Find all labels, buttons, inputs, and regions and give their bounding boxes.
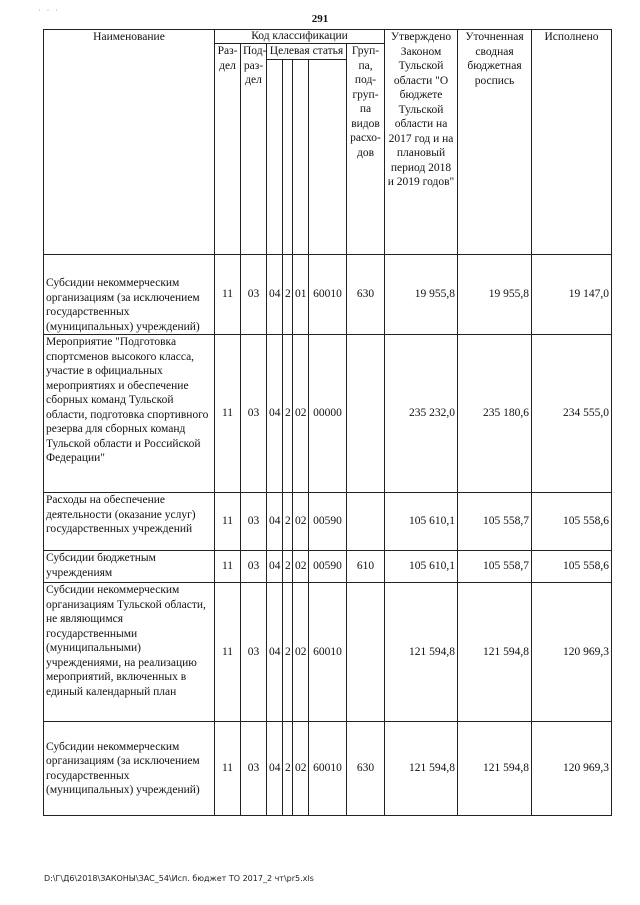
row-refined: 121 594,8 bbox=[458, 583, 532, 722]
row-approved: 19 955,8 bbox=[385, 255, 458, 335]
table-row bbox=[44, 255, 612, 335]
row-article-3: 02 bbox=[293, 722, 309, 816]
row-article-2: 2 bbox=[283, 551, 293, 583]
row-refined: 105 558,7 bbox=[458, 551, 532, 583]
row-refined: 235 180,6 bbox=[458, 335, 532, 493]
row-razdel: 11 bbox=[215, 551, 241, 583]
row-refined: 121 594,8 bbox=[458, 722, 532, 816]
row-name: Субсидии некоммерческим организациям (за исключением государственных (муниципальных) учреждений) bbox=[44, 722, 215, 816]
budget-table bbox=[43, 29, 612, 816]
row-podrazdel: 03 bbox=[241, 722, 267, 816]
row-article-2: 2 bbox=[283, 722, 293, 816]
row-approved: 121 594,8 bbox=[385, 722, 458, 816]
row-approved: 105 610,1 bbox=[385, 551, 458, 583]
row-article-1: 04 bbox=[267, 335, 283, 493]
table-row bbox=[44, 583, 612, 722]
row-article-2: 2 bbox=[283, 493, 293, 551]
row-name: Субсидии бюджетным учреждениям bbox=[44, 551, 215, 583]
row-executed: 234 555,0 bbox=[532, 335, 612, 493]
row-refined: 105 558,7 bbox=[458, 493, 532, 551]
row-article-3: 02 bbox=[293, 493, 309, 551]
header-approved: Утверждено Законом Тульской области "О бюджете Тульской области на 2017 год и на плановый период 2018 и 2019 годов" bbox=[385, 30, 458, 255]
header-row-1 bbox=[44, 30, 612, 44]
page-number: 291 bbox=[311, 13, 329, 25]
table-row bbox=[44, 493, 612, 551]
header-group: Груп-па, под-груп-па видов расхо-дов bbox=[347, 44, 385, 255]
scan-artifact: · · · bbox=[38, 6, 60, 15]
row-article-4: 00590 bbox=[309, 493, 347, 551]
header-podrazdel: Под-раз-дел bbox=[241, 44, 267, 255]
header-razdel: Раз-дел bbox=[215, 44, 241, 255]
row-executed: 19 147,0 bbox=[532, 255, 612, 335]
row-group: 630 bbox=[347, 255, 385, 335]
row-approved: 235 232,0 bbox=[385, 335, 458, 493]
row-podrazdel: 03 bbox=[241, 335, 267, 493]
row-name: Расходы на обеспечение деятельности (оказание услуг) государственных учреждений bbox=[44, 493, 215, 551]
row-article-4: 60010 bbox=[309, 583, 347, 722]
row-executed: 105 558,6 bbox=[532, 551, 612, 583]
header-refined: Уточненная сводная бюджетная роспись bbox=[458, 30, 532, 255]
row-group: 630 bbox=[347, 722, 385, 816]
row-article-1: 04 bbox=[267, 493, 283, 551]
row-podrazdel: 03 bbox=[241, 255, 267, 335]
row-article-1: 04 bbox=[267, 255, 283, 335]
row-razdel: 11 bbox=[215, 335, 241, 493]
row-article-3: 02 bbox=[293, 335, 309, 493]
row-group: 610 bbox=[347, 551, 385, 583]
row-article-4: 00000 bbox=[309, 335, 347, 493]
row-approved: 121 594,8 bbox=[385, 583, 458, 722]
row-article-3: 01 bbox=[293, 255, 309, 335]
footer-file-path: D:\Г\Д6\2018\ЗАКОНЫ\ЗАС_54\Исп. бюджет ТО 2017_2 чт\pr5.xls bbox=[44, 874, 314, 883]
row-article-2: 2 bbox=[283, 583, 293, 722]
row-article-1: 04 bbox=[267, 551, 283, 583]
table-row bbox=[44, 551, 612, 583]
row-razdel: 11 bbox=[215, 583, 241, 722]
row-article-4: 60010 bbox=[309, 255, 347, 335]
row-executed: 120 969,3 bbox=[532, 583, 612, 722]
row-executed: 120 969,3 bbox=[532, 722, 612, 816]
row-article-2: 2 bbox=[283, 255, 293, 335]
row-razdel: 11 bbox=[215, 255, 241, 335]
row-approved: 105 610,1 bbox=[385, 493, 458, 551]
row-group bbox=[347, 335, 385, 493]
table-row bbox=[44, 335, 612, 493]
row-podrazdel: 03 bbox=[241, 583, 267, 722]
row-name: Субсидии некоммерческим организациям (за исключением государственных (муниципальных) учреждений) bbox=[44, 255, 215, 335]
row-article-3: 02 bbox=[293, 551, 309, 583]
header-classification: Код классификации bbox=[215, 30, 385, 44]
row-razdel: 11 bbox=[215, 493, 241, 551]
header-name: Наименование bbox=[44, 30, 215, 255]
row-refined: 19 955,8 bbox=[458, 255, 532, 335]
row-article-4: 00590 bbox=[309, 551, 347, 583]
row-podrazdel: 03 bbox=[241, 551, 267, 583]
row-razdel: 11 bbox=[215, 722, 241, 816]
row-article-2: 2 bbox=[283, 335, 293, 493]
header-executed: Исполнено bbox=[532, 30, 612, 255]
header-target-article: Целевая статья bbox=[267, 44, 347, 60]
row-article-1: 04 bbox=[267, 722, 283, 816]
table-row bbox=[44, 722, 612, 816]
row-executed: 105 558,6 bbox=[532, 493, 612, 551]
row-group bbox=[347, 583, 385, 722]
row-article-1: 04 bbox=[267, 583, 283, 722]
row-article-3: 02 bbox=[293, 583, 309, 722]
row-article-4: 60010 bbox=[309, 722, 347, 816]
row-name: Субсидии некоммерческим организациям Тульской области, не являющимся государственными (муниципальными) учреждениями, на реализацию мероприятий, включенных в единый календарный план bbox=[44, 583, 215, 722]
row-group bbox=[347, 493, 385, 551]
row-name: Мероприятие "Подготовка спортсменов высокого класса, участие в официальных мероприятиях и обеспечение сборных команд Тульской области, подготовка спортивного резерва для сборных команд Тульской области и Российской Федерации" bbox=[44, 335, 215, 493]
row-podrazdel: 03 bbox=[241, 493, 267, 551]
